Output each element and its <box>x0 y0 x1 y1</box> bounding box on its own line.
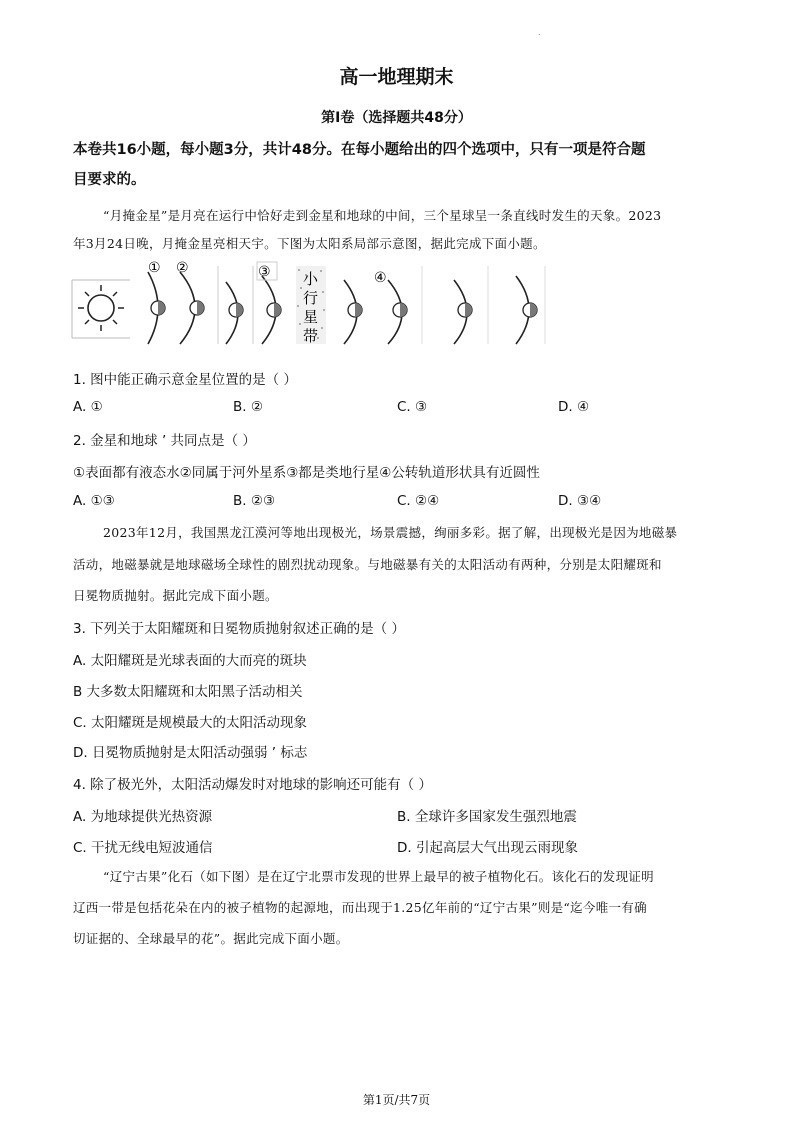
q4-option-d: D. 引起高层大气出现云雨现象 <box>397 840 578 856</box>
question-1-stem: 1. 图中能正确示意金星位置的是（ ） <box>73 372 297 388</box>
marker-2: ② <box>176 260 189 276</box>
q2-option-d: D. ③④ <box>558 493 602 509</box>
q1-option-c: C. ③ <box>397 399 428 415</box>
question-2-stem: 2. 金星和地球 ’ 共同点是（ ） <box>73 433 256 449</box>
page-title: 高一地理期末 <box>339 66 454 88</box>
q1-option-a: A. ① <box>73 399 103 415</box>
asteroid-belt <box>296 266 326 345</box>
q4-option-c: C. 干扰无线电短波通信 <box>73 840 213 856</box>
passage2-line-3: 日冕物质抛射。据此完成下面小题。 <box>73 588 278 603</box>
passage3-line-3: 切证据的、全球最早的花”。据此完成下面小题。 <box>73 931 349 946</box>
orbit-5 <box>344 280 362 344</box>
belt-char-3: 星 <box>303 308 319 326</box>
instructions-line-1: 本卷共16小题，每小题3分，共计48分。在每小题给出的四个选项中，只有一项是符合题 <box>73 142 646 158</box>
passage1-line-1: “月掩金星”是月亮在运行中恰好走到金星和地球的中间，三个星球呈一条直线时发生的天象。2023 <box>103 208 662 223</box>
belt-char-2: 行 <box>303 289 319 307</box>
q3-option-b: B 大多数太阳耀斑和太阳黑子活动相关 <box>73 684 303 700</box>
belt-char-4: 带 <box>303 327 319 345</box>
q3-option-d: D. 日冕物质抛射是太阳活动强弱 ’ 标志 <box>73 745 308 761</box>
q4-option-b: B. 全球许多国家发生强烈地震 <box>397 809 577 825</box>
passage3-line-1: “辽宁古果”化石（如下图）是在辽宁北票市发现的世界上最早的被子植物化石。该化石的发现证明 <box>103 869 654 884</box>
orbit-2 <box>180 272 204 344</box>
q2-option-c: C. ②④ <box>397 493 440 509</box>
q1-option-b: B. ② <box>233 399 263 415</box>
instructions-line-2: 目要求的。 <box>73 172 146 188</box>
q2-option-b: B. ②③ <box>233 493 276 509</box>
corner-mark: . <box>538 28 541 37</box>
passage1-line-2: 年3月24日晚，月掩金星亮相天宇。下图为太阳系局部示意图，据此完成下面小题。 <box>73 236 546 251</box>
passage2-line-1: 2023年12月，我国黑龙江漠河等地出现极光，场景震撼，绚丽多彩。据了解，出现极光是因为地磁暴 <box>103 525 678 540</box>
passage3-line-2: 辽西一带是包括花朵在内的被子植物的起源地，而出现于1.25亿年前的“辽宁古果”则是“迄今唯一有确 <box>73 900 647 915</box>
orbit-6 <box>388 280 407 344</box>
section-subtitle: 第Ⅰ卷（选择题共48分） <box>321 110 472 126</box>
q3-option-a: A. 太阳耀斑是光球表面的大而亮的斑块 <box>73 653 307 669</box>
marker-3: ③ <box>258 264 271 280</box>
marker-4: ④ <box>374 270 387 286</box>
orbit-3 <box>226 282 243 344</box>
q2-option-a: A. ①③ <box>73 493 115 509</box>
question-2-statements: ①表面都有液态水②同属于河外星系③都是类地行星④公转轨道形状具有近圆性 <box>73 465 540 481</box>
orbit-1 <box>148 272 165 344</box>
belt-char-1: 小 <box>303 270 319 288</box>
orbit-7 <box>454 280 472 344</box>
passage2-line-2: 活动，地磁暴就是地球磁场全球性的剧烈扰动现象。与地磁暴有关的太阳活动有两种，分别是太阳耀斑和 <box>73 557 662 572</box>
sun-icon <box>78 285 124 331</box>
q3-option-c: C. 太阳耀斑是规模最大的太阳活动现象 <box>73 715 308 731</box>
solar-system-figure <box>70 258 550 348</box>
question-4-stem: 4. 除了极光外，太阳活动爆发时对地球的影响还可能有（ ） <box>73 777 432 793</box>
marker-1: ① <box>148 260 161 276</box>
orbit-8 <box>516 276 537 344</box>
page-footer: 第1页/共7页 <box>362 1093 431 1107</box>
question-3-stem: 3. 下列关于太阳耀斑和日冕物质抛射叙述正确的是（ ） <box>73 621 405 637</box>
q4-option-a: A. 为地球提供光热资源 <box>73 809 213 825</box>
orbit-4 <box>262 276 281 344</box>
q1-option-d: D. ④ <box>558 399 590 415</box>
